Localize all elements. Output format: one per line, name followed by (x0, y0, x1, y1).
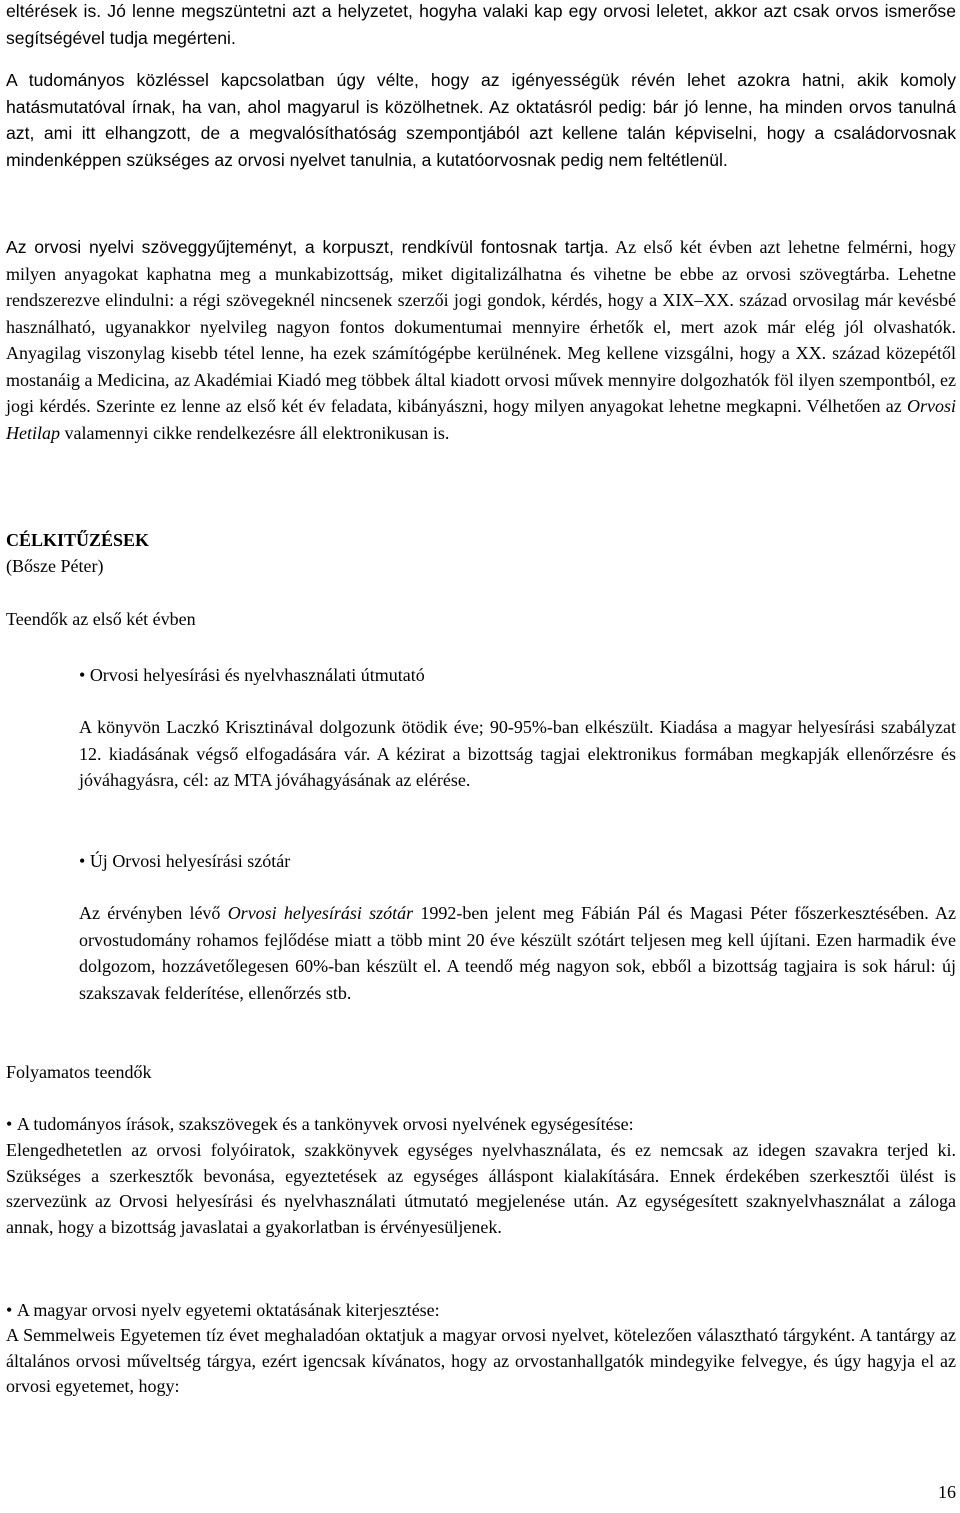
subheading-ongoing-tasks: Folyamatos teendők (6, 1062, 152, 1082)
section-author: (Bősze Péter) (6, 556, 104, 576)
paragraph-corpus: Az orvosi nyelvi szöveggyűjteményt, a korpuszt, rendkívül fontosnak tartja. Az első két évben azt lehetne felmérni, hogy milyen anyagokat kaphatna meg a munkabizottság, miket digitalizálhatna és vihetne be ebbe az orvosi szövegtárba. Lehetne rendszerezve elindulni: a régi szövegeknél nincsenek szerzői jogi gondok, kérdés, hogy a XIX–XX. század orvosilag már kevésbé használható, ugyanakkor nyelvileg nagyon fontos dokumentumai mennyire érhetők el, mert azok már elég jól olvashatók. Anyagilag viszonylag kisebb tétel lenne, ha ezek számítógépbe kerülnének. Meg kellene vizsgálni, hogy a XX. század közepétől mostanáig a Medicina, az Akadémiai Kiadó meg többek által kiadott orvosi művek mennyire dolgozhatók föl ilyen szempontból, ez jogi kérdés. Szerinte ez lenne az első két év feladata, kibányászni, hogy milyen anyagokat lehetne megkapni. Vélhetően az Orvosi Hetilap valamennyi cikke rendelkezésre áll elektronikusan is. (6, 237, 956, 443)
list-item-body: A Semmelweis Egyetemen tíz évet meghaladóan oktatjuk a magyar orvosi nyelvet, kötelezően választható tárgyként. A tantárgy az általános orvosi műveltség tárgya, ezért igencsak kívánatos, hogy az orvostanhallgatók mindegyike felvegye, és úgy hagyja el az orvosi egyetemet, hogy: (6, 1325, 956, 1397)
list-item-body: Elengedhetetlen az orvosi folyóiratok, szakkönyvek egységes nyelvhasználata, és ez nemcsak az idegen szavakra terjed ki. Szükséges a szerkesztők bevonása, egyeztetések az egységes álláspont kialakítására. Ennek érdekében szerkesztői ülést is szervezünk az Orvosi helyesírási és nyelvhasználati útmutató megjelenése után. Az egységesített szaknyelvhasználat a záloga annak, hogy a bizottság javaslatai a gyakorlatban is érvényesüljenek. (6, 1140, 956, 1238)
paragraph-publication: A tudományos közléssel kapcsolatban úgy vélte, hogy az igényességük révén lehet azokra hatni, akik komoly hatásmutatóval írnak, ha van, ahol magyarul is közölhetnek. Az oktatásról pedig: bár jó lenne, ha minden orvos tanulná azt, ami itt elhangzott, de a megvalósíthatóság szempontjából azt kellene talán képviselni, hogy a családorvosnak mindenképpen szükséges az orvosi nyelvet tanulnia, a kutatóorvosnak pedig nem feltétlenül. (6, 70, 956, 170)
paragraph-intro: eltérések is. Jó lenne megszüntetni azt a helyzetet, hogyha valaki kap egy orvosi leletet, akkor azt csak orvos ismerőse segítségével tudja megérteni. (6, 1, 956, 48)
list-item-body: Az érvényben lévő Orvosi helyesírási szótár 1992-ben jelent meg Fábián Pál és Magasi Péter főszerkesztésében. Az orvostudomány rohamos fejlődése miatt a több mint 20 éve készült szótárt teljesen meg kell újítani. Ezen harmadik éve dolgozom, hozzávetőlegesen 60%-ban készült el. A teendő még nagyon sok, ebből a bizottság tagjaira is sok hárul: új szakszavak felderítése, ellenőrzés stb. (79, 903, 956, 1003)
section-title: CÉLKITŰZÉSEK (6, 530, 150, 550)
subheading-first-two-years: Teendők az első két évben (6, 609, 196, 629)
list-item-title: • Új Orvosi helyesírási szótár (79, 848, 956, 875)
list-item-title: • Orvosi helyesírási és nyelvhasználati útmutató (79, 662, 956, 689)
list-item-title: • A magyar orvosi nyelv egyetemi oktatásának kiterjesztése: (6, 1298, 956, 1324)
page-number: 16 (938, 1482, 956, 1502)
list-item-title: • A tudományos írások, szakszövegek és a tankönyvek orvosi nyelvének egységesítése: (6, 1112, 956, 1138)
list-item-body: A könyvön Laczkó Krisztinával dolgozunk ötödik éve; 90-95%-ban elkészült. Kiadása a magyar helyesírási szabályzat 12. kiadásának végső elfogadására vár. A kézirat a bizottság tagjai elektronikus formában megkapják ellenőrzésre és jóváhagyásra, cél: az MTA jóváhagyásának az elérése. (79, 717, 956, 790)
